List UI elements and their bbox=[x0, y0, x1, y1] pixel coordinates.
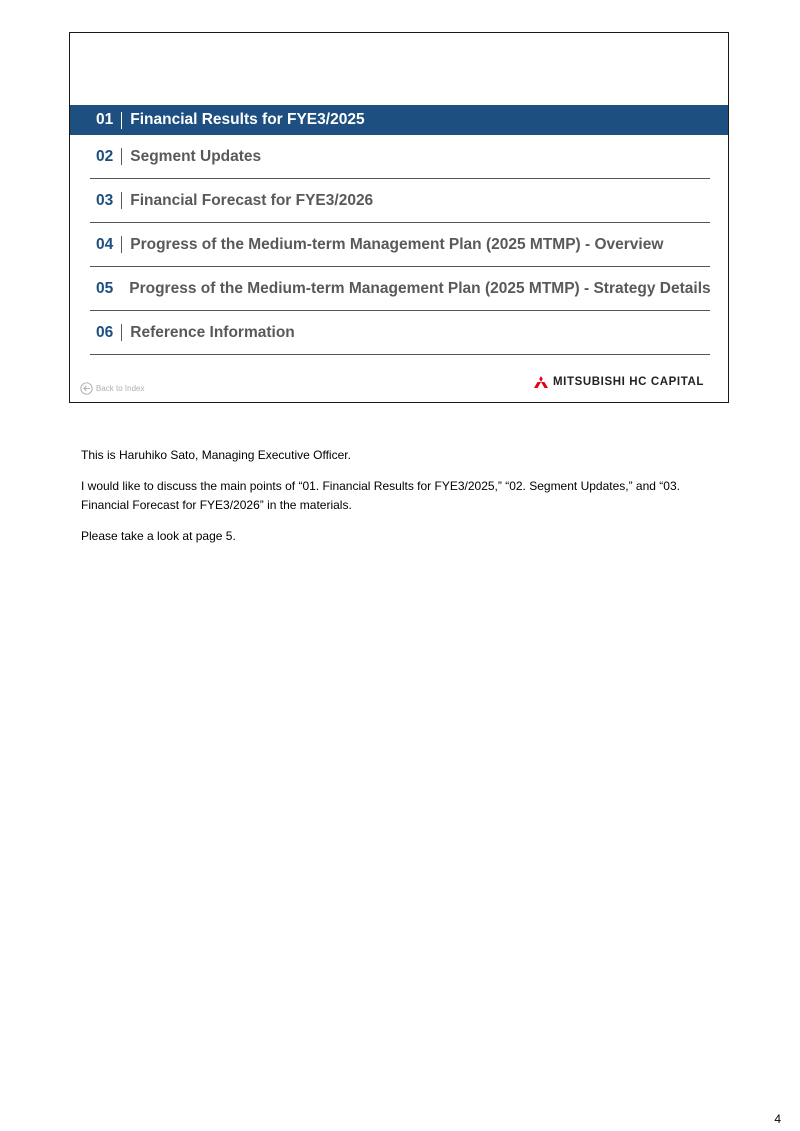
brand-name: MITSUBISHI HC CAPITAL bbox=[552, 376, 704, 388]
toc-label: Progress of the Medium-term Management Plan (2025 MTMP) - Strategy Details bbox=[129, 279, 711, 297]
toc-label: Progress of the Medium-term Management Plan (2025 MTMP) - Overview bbox=[130, 235, 664, 253]
back-to-index-link[interactable] bbox=[80, 382, 144, 395]
toc-label: Segment Updates bbox=[130, 147, 262, 165]
toc-item-04[interactable] bbox=[90, 223, 710, 267]
toc-label: Reference Information bbox=[130, 323, 295, 341]
toc-item-01[interactable] bbox=[70, 105, 728, 135]
toc-number: 01 bbox=[96, 111, 114, 128]
notes-paragraph: Please take a look at page 5. bbox=[81, 529, 236, 543]
arrow-left-circle-icon bbox=[80, 382, 93, 395]
toc-label: Financial Forecast for FYE3/2026 bbox=[130, 191, 374, 209]
three-diamonds-logo-icon bbox=[534, 376, 548, 388]
toc-label: Financial Results for FYE3/2025 bbox=[130, 111, 365, 128]
toc-number: 03 bbox=[96, 191, 114, 209]
toc-item-02[interactable] bbox=[90, 135, 710, 179]
toc-separator bbox=[121, 148, 122, 165]
toc-separator bbox=[121, 192, 122, 209]
toc-item-05[interactable] bbox=[90, 267, 710, 311]
page-number: 4 bbox=[774, 1112, 781, 1126]
toc-number: 05 bbox=[96, 279, 114, 297]
toc-item-03[interactable] bbox=[90, 179, 710, 223]
toc-number: 04 bbox=[96, 235, 114, 253]
toc-number: 02 bbox=[96, 147, 114, 165]
toc-separator bbox=[121, 324, 122, 341]
brand-logo bbox=[534, 376, 704, 388]
toc-item-06[interactable] bbox=[90, 311, 710, 355]
notes-paragraph: This is Haruhiko Sato, Managing Executive Officer. bbox=[81, 448, 351, 462]
slide-frame bbox=[69, 32, 729, 403]
notes-paragraph: I would like to discuss the main points of “01. Financial Results for FYE3/2025,” “02. Segment Updates,” and “03. Financial Forecast for FYE3/2026” in the materials. bbox=[81, 479, 680, 512]
back-to-index-label: Back to Index bbox=[96, 384, 145, 393]
toc-separator bbox=[121, 112, 122, 129]
toc-number: 06 bbox=[96, 323, 114, 341]
toc-separator bbox=[121, 236, 122, 253]
speaker-notes bbox=[81, 446, 721, 558]
